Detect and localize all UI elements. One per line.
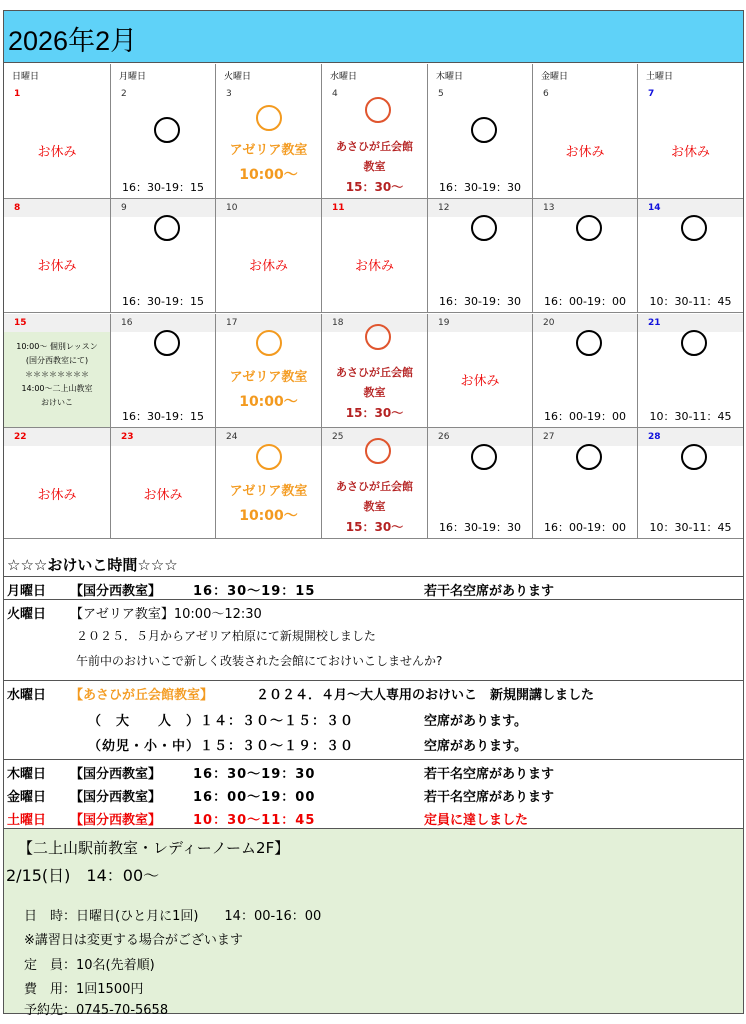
day-cell [322, 85, 428, 199]
day-cell [216, 199, 322, 313]
day-cell [4, 428, 111, 539]
date-number: 20 [543, 318, 555, 328]
day-cell [533, 85, 638, 199]
circle-mark-icon [576, 215, 602, 241]
hours-label: 16：30-19：15 [122, 181, 204, 194]
date-number: 28 [648, 432, 661, 442]
date-number: 24 [226, 432, 238, 442]
day-cell [322, 199, 428, 313]
asahi-time: 15：30〜 [345, 180, 404, 194]
date-number: 5 [438, 89, 444, 99]
date-number: 11 [332, 203, 345, 213]
circle-mark-icon [154, 215, 180, 241]
date-number: 10 [226, 203, 238, 213]
hours-label: 16：00-19：00 [544, 521, 626, 534]
circle-mark-icon [681, 215, 707, 241]
asahi-time: 15：30〜 [345, 520, 404, 534]
day-label: 月曜日 [7, 584, 47, 599]
info-heading: 【二上山駅前教室・レディーノーム2F】 [18, 839, 290, 857]
asahi-class [322, 364, 427, 421]
day-cell [322, 314, 428, 428]
circle-mark-icon [365, 438, 391, 464]
date-number: 15 [14, 318, 27, 328]
circle-mark-icon [681, 330, 707, 356]
circle-mark-icon [471, 117, 497, 143]
time-label: 16：30〜19：15 [193, 584, 316, 599]
day-cell [533, 199, 638, 313]
day-cell [216, 85, 322, 199]
azalea-label: アゼリア教室 [229, 370, 308, 385]
hours-label: 16：30-19：30 [439, 181, 521, 194]
circle-mark-icon [154, 330, 180, 356]
place-label: 【国分西教室】 [70, 813, 162, 828]
weekday-label: 金曜日 [533, 64, 638, 85]
status-label: 定員に達しました [424, 813, 529, 828]
note-line: おけいこ [41, 398, 73, 407]
closed-label: お休み [670, 145, 710, 160]
asahi-label-2: 教室 [363, 500, 386, 513]
date-number: 27 [543, 432, 555, 442]
closed-label: お休み [248, 259, 288, 274]
date-number: 16 [121, 318, 133, 328]
azalea-class [216, 139, 321, 184]
closed-label: お休み [37, 488, 77, 503]
circle-mark-icon [365, 324, 391, 350]
info-line: ※講習日は変更する場合がございます [24, 933, 243, 948]
note-line: ＊＊＊＊＊＊＊＊ [25, 370, 89, 379]
asahi-label: あさひが丘会館 [336, 140, 413, 153]
date-number: 4 [332, 89, 338, 99]
wed-note: ２０２４．４月〜大人専用のおけいこ 新規開講しました [256, 688, 595, 703]
day-cell [533, 314, 638, 428]
day-cell [638, 428, 743, 539]
day-cell [111, 314, 216, 428]
hours-label: 10：30-11：45 [649, 410, 732, 423]
circle-mark-icon [365, 97, 391, 123]
place-label: 【国分西教室】 [70, 790, 162, 805]
day-cell [111, 85, 216, 199]
time-label: 16：30〜19：30 [193, 767, 316, 782]
tue-note-2: 午前中のおけいこで新しく改装された会館にておけいこしませんか? [76, 654, 443, 668]
day-cell [4, 85, 111, 199]
hours-label: 16：30-19：30 [439, 521, 521, 534]
special-note [4, 340, 110, 410]
hours-label: 16：00-19：00 [544, 295, 626, 308]
info-line: 費 用：1回1500円 [24, 982, 144, 997]
note-line: 14:00〜二上山教室 [21, 384, 93, 393]
schedule-row-wed [4, 681, 743, 760]
closed-label: お休み [460, 374, 500, 389]
circle-mark-icon [471, 215, 497, 241]
tue-note-1: ２０２５．５月からアゼリア柏原にて新規開校しました [76, 629, 376, 643]
date-number: 23 [121, 432, 134, 442]
date-number: 22 [14, 432, 27, 442]
weekday-label: 火曜日 [216, 64, 322, 85]
day-cell [638, 199, 743, 313]
closed-label: お休み [565, 145, 605, 160]
hours-label: 16：30-19：30 [439, 295, 521, 308]
info-line: 予約先：0745-70-5658 [24, 1003, 169, 1018]
day-cell [533, 428, 638, 539]
status-label: 若干名空席があります [424, 584, 555, 599]
circle-mark-icon [681, 444, 707, 470]
date-number: 8 [14, 203, 21, 213]
azalea-time: 10:00〜 [239, 394, 298, 410]
date-number: 12 [438, 203, 450, 213]
asahi-class [322, 138, 427, 195]
time-label: 16：00〜19：00 [193, 790, 316, 805]
status-label: 若干名空席があります [424, 767, 555, 782]
day-label: 火曜日 [7, 607, 47, 622]
day-cell [111, 428, 216, 539]
schedule-row-tue [4, 600, 743, 681]
closed-label: お休み [37, 259, 77, 274]
asahi-label-2: 教室 [363, 160, 386, 173]
circle-mark-icon [576, 444, 602, 470]
day-cell [428, 199, 533, 313]
day-cell [638, 85, 743, 199]
day-label: 木曜日 [7, 767, 47, 782]
day-cell [638, 314, 743, 428]
day-cell [428, 428, 533, 539]
azalea-label: アゼリア教室 [229, 484, 308, 499]
date-number: 19 [438, 318, 450, 328]
schedule-row-thu [4, 760, 743, 783]
day-label: 土曜日 [7, 813, 47, 828]
date-number: 6 [543, 89, 549, 99]
weekday-header [4, 64, 743, 85]
date-number: 17 [226, 318, 238, 328]
date-number: 1 [14, 89, 21, 99]
azalea-class [216, 366, 321, 411]
note-line: (国分西教室にて) [25, 356, 89, 365]
closed-label: お休み [143, 488, 183, 503]
day-cell [428, 314, 533, 428]
day-cell [322, 428, 428, 539]
azalea-time: 10:00〜 [239, 167, 298, 183]
azalea-class [216, 480, 321, 525]
day-cell [4, 199, 111, 313]
day-cell [216, 314, 322, 428]
schedule-row-sat [4, 806, 743, 829]
place-label: 【国分西教室】 [70, 584, 162, 599]
day-cell [111, 199, 216, 313]
date-number: 7 [648, 89, 655, 99]
wed-kids-status: 空席があります。 [424, 739, 527, 754]
weekday-label: 日曜日 [4, 64, 111, 85]
weekday-label: 月曜日 [111, 64, 216, 85]
closed-label: お休み [354, 259, 394, 274]
asahi-class [322, 478, 427, 535]
hours-label: 16：30-19：15 [122, 410, 204, 423]
title-bar [4, 11, 743, 63]
asahi-label: あさひが丘会館 [336, 480, 413, 493]
hours-label: 10：30-11：45 [649, 521, 732, 534]
hours-label: 16：00-19：00 [544, 410, 626, 423]
page-title: 2026年2月 [8, 26, 138, 56]
day-cell [216, 428, 322, 539]
status-label: 若干名空席があります [424, 790, 555, 805]
note-line: 10:00〜 個別レッスン [16, 342, 98, 351]
weekday-label: 土曜日 [646, 72, 674, 82]
schedule-row-mon [4, 577, 743, 600]
place-label: 【アゼリア教室】10:00〜12:30 [70, 607, 262, 622]
hours-label: 16：30-19：15 [122, 295, 204, 308]
info-line: 定 員：10名(先着順) [24, 958, 155, 973]
date-number: 18 [332, 318, 344, 328]
date-number: 3 [226, 89, 232, 99]
azalea-label: アゼリア教室 [229, 143, 308, 158]
circle-mark-icon [471, 444, 497, 470]
date-number: 14 [648, 203, 661, 213]
day-label: 金曜日 [7, 790, 47, 805]
wed-kids-time: （幼児・小・中）１５：３０〜１９：３０ [88, 739, 355, 754]
circle-mark-icon [256, 444, 282, 470]
calendar-frame [3, 10, 744, 1018]
date-number: 21 [648, 318, 661, 328]
date-number: 9 [121, 203, 127, 213]
wed-adult-status: 空席があります。 [424, 714, 527, 729]
circle-mark-icon [576, 330, 602, 356]
info-date: 2/15(日) 14：00〜 [6, 866, 160, 885]
place-label: 【あさひが丘会館教室】 [70, 688, 214, 703]
weekday-label: 木曜日 [428, 64, 533, 85]
date-number: 13 [543, 203, 555, 213]
time-label: 10：30〜11：45 [193, 813, 316, 828]
wed-adult-time: （ 大 人 ）１４：３０〜１５：３０ [88, 714, 355, 729]
asahi-time: 15：30〜 [345, 406, 404, 420]
info-line: 日 時：日曜日(ひと月に1回) 14：00-16：00 [24, 909, 322, 924]
schedule-row-fri [4, 783, 743, 806]
date-number: 25 [332, 432, 344, 442]
place-label: 【国分西教室】 [70, 767, 162, 782]
day-cell [4, 314, 111, 428]
weekday-label: 水曜日 [322, 64, 428, 85]
closed-label: お休み [37, 145, 77, 160]
day-cell [428, 85, 533, 199]
circle-mark-icon [154, 117, 180, 143]
circle-mark-icon [256, 105, 282, 131]
asahi-label-2: 教室 [363, 386, 386, 399]
date-number: 26 [438, 432, 450, 442]
circle-mark-icon [256, 330, 282, 356]
hours-label: 10：30-11：45 [649, 295, 732, 308]
schedule-title: ☆☆☆おけいこ時間☆☆☆ [4, 547, 743, 577]
azalea-time: 10:00〜 [239, 508, 298, 524]
day-label: 水曜日 [7, 688, 47, 703]
asahi-label: あさひが丘会館 [336, 366, 413, 379]
info-box [4, 829, 743, 1018]
date-number: 2 [121, 89, 127, 99]
